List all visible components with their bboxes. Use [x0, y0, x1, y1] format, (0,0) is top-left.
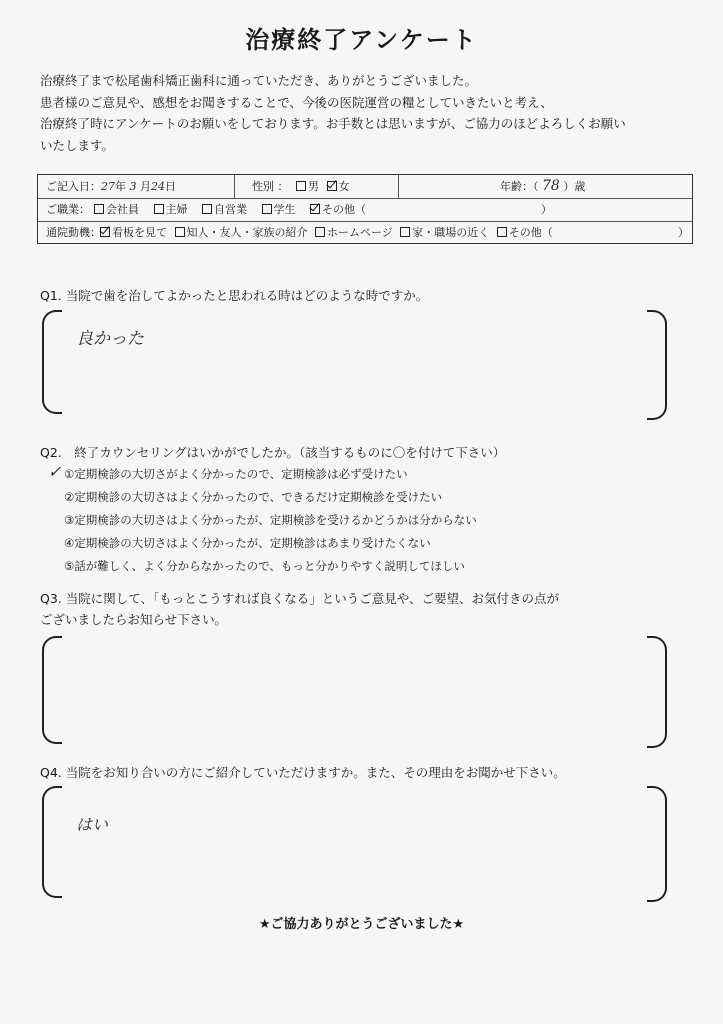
q2-option-4[interactable]: ④定期検診の大切さはよく分かったが、定期検診はあまり受けたくない: [64, 536, 431, 550]
visit-options: [96, 221, 553, 244]
job-other-checkbox[interactable]: [310, 204, 320, 214]
date-month-value: 3: [129, 180, 137, 193]
q1-answer-bracket-right: [647, 310, 667, 420]
q2-option-1[interactable]: ①定期検診の大切さがよく分かったので、定期検診は必ず受けたい: [64, 467, 408, 481]
gender-male-checkbox[interactable]: [296, 181, 306, 191]
q2-question: Q2. 終了カウンセリングはいかがでしたか。（該当するものに〇を付けて下さい）: [40, 445, 506, 460]
gender-female-checkbox[interactable]: [327, 181, 337, 191]
thanks-footer: ★ご協力ありがとうございました★: [258, 917, 465, 932]
visit-option-label: ホームページ: [327, 226, 393, 239]
visit-other-checkbox[interactable]: [497, 227, 507, 237]
date-year-value: 27: [101, 180, 115, 193]
day-label: 日: [165, 180, 176, 193]
visit-option-label: その他（: [508, 226, 553, 239]
q2-check-mark: ✓: [48, 462, 62, 481]
job-label: ご職業：: [46, 203, 90, 216]
age-suffix: ）歳: [563, 180, 586, 193]
visit-nearby-checkbox[interactable]: [400, 227, 410, 237]
gender-label: 性別 ：: [252, 180, 289, 193]
job-housewife-checkbox[interactable]: [154, 204, 164, 214]
visit-option-label: 家・職場の近く: [412, 226, 490, 239]
q2-option-5[interactable]: ⑤話が難しく、よく分からなかったので、もっと分かりやすく説明してほしい: [64, 559, 465, 573]
date-field[interactable]: [46, 175, 176, 198]
q3-answer-bracket-right: [647, 636, 667, 748]
page-title: 治療終了アンケート: [245, 26, 478, 54]
gender-male-label: 男: [308, 180, 319, 193]
visit-label: 通院動機：: [46, 226, 101, 239]
age-field[interactable]: [500, 175, 585, 198]
month-label: 月: [140, 180, 151, 193]
q1-answer-bracket-left: [42, 310, 62, 414]
date-label: ご記入日：: [46, 180, 101, 193]
q4-question: Q4. 当院をお知り合いの方にご紹介していただけますか。また、その理由をお聞かせ下さい。: [40, 765, 566, 780]
q3-answer-bracket-left: [42, 636, 62, 744]
q2-option-3[interactable]: ③定期検診の大切さはよく分かったが、定期検診を受けるかどうかは分からない: [64, 513, 477, 527]
info-row-visit: [38, 221, 692, 244]
q2-option-2[interactable]: ②定期検診の大切さはよく分かったので、できるだけ定期検診を受けたい: [64, 490, 443, 504]
q4-answer-bracket-right: [647, 786, 667, 902]
job-option-label: 会社員: [106, 203, 139, 216]
q3-question-line2: ございましたらお知らせ下さい。: [40, 612, 228, 627]
q1-answer[interactable]: 良かった: [76, 329, 144, 349]
visit-option-label: 看板を見て: [112, 226, 167, 239]
job-office-checkbox[interactable]: [94, 204, 104, 214]
job-option-label: 学生: [273, 203, 296, 216]
date-day-value: 24: [151, 180, 165, 193]
intro-line: 治療終了時にアンケートのお願いをしております。お手数とは思いますが、ご協力のほどよろしくお願い: [40, 116, 626, 131]
year-label: 年: [115, 180, 126, 193]
visit-option-label: 知人・友人・家族の紹介: [186, 226, 308, 239]
job-option-label: 主婦: [165, 203, 188, 216]
job-options: [90, 198, 366, 221]
intro-text: [40, 70, 680, 156]
q4-answer[interactable]: はい: [76, 815, 109, 834]
visit-sign-checkbox[interactable]: [100, 227, 110, 237]
intro-line: 患者様のご意見や、感想をお聞きすることで、今後の医院運営の糧としていきたいと考え、: [40, 94, 553, 110]
job-close: ）: [541, 203, 552, 216]
intro-line: いたします。: [40, 137, 115, 153]
gender-female-label: 女: [338, 180, 350, 193]
job-option-label: 自営業: [214, 203, 247, 216]
visit-close: ）: [678, 226, 689, 239]
age-label: 年齢：（: [500, 180, 539, 193]
q1-question: Q1. 当院で歯を治してよかったと思われる時はどのような時ですか。: [40, 288, 429, 303]
job-selfemployed-checkbox[interactable]: [202, 204, 212, 214]
intro-line: 治療終了まで松尾歯科矯正歯科に通っていただき、ありがとうございました。: [40, 73, 478, 88]
info-table: [37, 174, 693, 244]
q3-question-line1: Q3. 当院に関して、「もっとこうすれば良くなる」というご意見や、ご要望、お気付きの点が: [40, 591, 559, 606]
visit-homepage-checkbox[interactable]: [315, 227, 325, 237]
q4-answer-bracket-left: [42, 786, 62, 898]
job-option-label: その他（: [322, 203, 366, 216]
job-student-checkbox[interactable]: [262, 204, 272, 214]
age-value: 78: [542, 178, 560, 194]
info-row-date: [38, 175, 692, 199]
visit-referral-checkbox[interactable]: [175, 227, 185, 237]
info-row-job: [38, 198, 692, 222]
q3-answer-area[interactable]: [64, 650, 644, 734]
gender-field: [252, 175, 350, 198]
